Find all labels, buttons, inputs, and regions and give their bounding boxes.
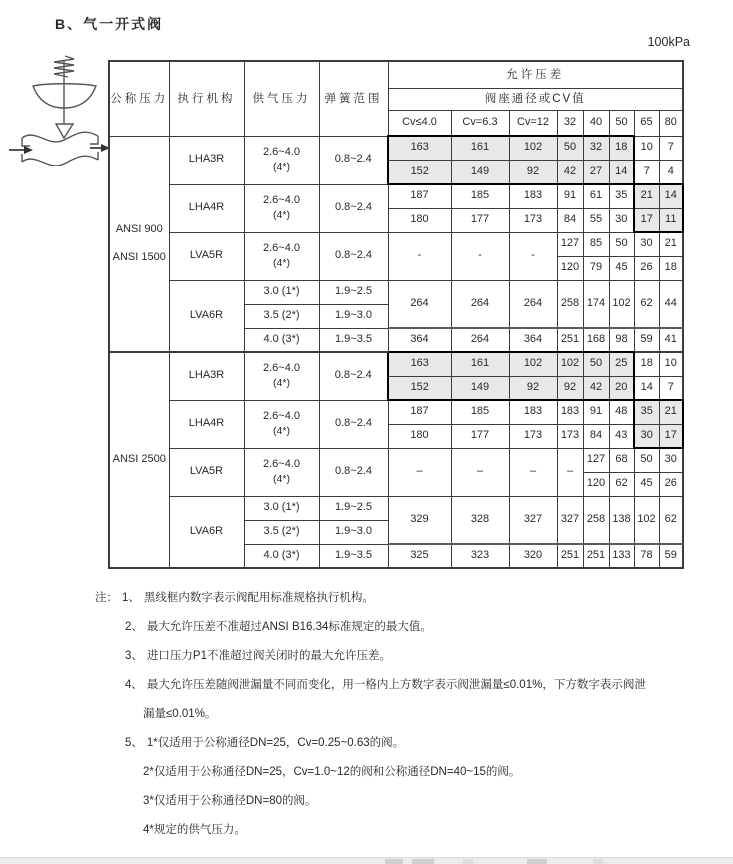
- value-cell: 152: [388, 376, 451, 400]
- value-cell: 183: [509, 400, 557, 424]
- supply-pressure: 4.0 (3*): [244, 328, 319, 352]
- value-cell: 174: [583, 280, 609, 328]
- value-cell: 85: [583, 232, 609, 256]
- note-number: 2、: [125, 621, 143, 633]
- value-cell: 264: [509, 280, 557, 328]
- value-cell: 320: [509, 544, 557, 568]
- supply-pressure: 3.5 (2*): [244, 304, 319, 328]
- next-table-edge: [0, 857, 733, 864]
- header-allow-dp: 允许压差: [388, 61, 683, 89]
- dash-cell: -: [451, 232, 509, 280]
- valve-schematic-icon: [8, 54, 112, 166]
- value-cell: 102: [509, 352, 557, 376]
- supply-value: 2.6~4.0: [262, 458, 300, 471]
- value-cell: 102: [609, 280, 634, 328]
- value-cell: 45: [609, 256, 634, 280]
- value-cell: 133: [609, 544, 634, 568]
- dash-cell: -: [388, 232, 451, 280]
- header-cv-col: Cv=12: [509, 111, 557, 137]
- actuator-name: LVA5R: [169, 448, 244, 496]
- value-cell: 11: [659, 208, 683, 232]
- value-cell: 327: [557, 496, 583, 544]
- header-cv-col: 80: [659, 111, 683, 137]
- value-cell: 325: [388, 544, 451, 568]
- pressure-class-line: ANSI 900: [115, 223, 163, 235]
- next-table-cell-edge: [527, 859, 547, 864]
- next-table-cell-edge: [385, 859, 403, 864]
- supply-pressure: [244, 136, 319, 184]
- value-cell: 149: [451, 160, 509, 184]
- value-cell: 26: [634, 256, 659, 280]
- value-cell: 173: [509, 208, 557, 232]
- spring-range: 0.8~2.4: [319, 136, 388, 184]
- supply-note: (4*): [273, 424, 290, 437]
- actuator-name: LHA3R: [169, 136, 244, 184]
- value-cell: 177: [451, 208, 509, 232]
- pressure-class-line: ANSI 2500: [112, 453, 166, 466]
- note-line: [95, 613, 723, 642]
- value-cell: 41: [659, 328, 683, 352]
- header-cv-col: 65: [634, 111, 659, 137]
- spring-range: 1.9~2.5: [319, 280, 388, 304]
- value-cell: 79: [583, 256, 609, 280]
- supply-value: 2.6~4.0: [262, 410, 300, 423]
- note-number: 3、: [125, 650, 143, 662]
- next-table-cell-edge: [412, 859, 434, 864]
- note-text: 4*规定的供气压力。: [143, 824, 246, 836]
- value-cell: 185: [451, 400, 509, 424]
- value-cell: 17: [634, 208, 659, 232]
- dash-cell: –: [509, 448, 557, 496]
- note-line: [95, 642, 723, 671]
- value-cell: 55: [583, 208, 609, 232]
- value-cell: 92: [557, 376, 583, 400]
- value-cell: 127: [557, 232, 583, 256]
- value-cell: 91: [583, 400, 609, 424]
- note-number: 1、: [122, 592, 140, 604]
- actuator-name: LVA6R: [169, 496, 244, 568]
- value-cell: 4: [659, 160, 683, 184]
- actuator-name: LHA4R: [169, 400, 244, 448]
- value-cell: 35: [634, 400, 659, 424]
- pressure-class-cell: [109, 136, 169, 352]
- supply-note: (4*): [273, 256, 290, 269]
- pressure-class-line: ANSI 1500: [112, 250, 166, 263]
- supply-value: 2.6~4.0: [262, 362, 300, 375]
- value-cell: 78: [634, 544, 659, 568]
- supply-pressure: [244, 448, 319, 496]
- header-spring: 弹簧范围: [319, 61, 388, 136]
- value-cell: 18: [634, 352, 659, 376]
- spring-range: 1.9~2.5: [319, 496, 388, 520]
- supply-note: (4*): [273, 377, 290, 390]
- dash-cell: –: [451, 448, 509, 496]
- supply-note: (4*): [273, 160, 290, 173]
- value-cell: 264: [451, 328, 509, 352]
- value-cell: 7: [659, 376, 683, 400]
- note-line: [95, 787, 723, 816]
- value-cell: 264: [388, 280, 451, 328]
- value-cell: 323: [451, 544, 509, 568]
- value-cell: 43: [609, 424, 634, 448]
- value-cell: 62: [609, 472, 634, 496]
- supply-value: 2.6~4.0: [262, 194, 300, 207]
- pressure-class-cell: [109, 352, 169, 568]
- header-cv-col: 32: [557, 111, 583, 137]
- value-cell: 10: [634, 136, 659, 160]
- supply-value: 2.6~4.0: [262, 242, 300, 255]
- next-table-cell-edge: [463, 859, 473, 864]
- value-cell: 44: [659, 280, 683, 328]
- dash-cell: -: [509, 232, 557, 280]
- value-cell: 42: [583, 376, 609, 400]
- spring-range: 0.8~2.4: [319, 400, 388, 448]
- value-cell: 14: [634, 376, 659, 400]
- value-cell: 173: [557, 424, 583, 448]
- header-cv-col: 40: [583, 111, 609, 137]
- header-seat-cv: 阀座通径或CV值: [388, 89, 683, 111]
- value-cell: 163: [388, 136, 451, 160]
- note-text: 最大允许压差随阀泄漏量不同而变化，用一格内上方数字表示阀泄漏量≤0.01%，下方数字表示阀泄: [146, 679, 646, 691]
- value-cell: 35: [609, 184, 634, 208]
- supply-value: 2.6~4.0: [262, 146, 300, 159]
- note-line: [95, 700, 723, 729]
- supply-pressure: 3.5 (2*): [244, 520, 319, 544]
- value-cell: 364: [388, 328, 451, 352]
- pressure-unit-label: 100kPa: [647, 35, 690, 49]
- spring-range: 0.8~2.4: [319, 184, 388, 232]
- value-cell: 258: [557, 280, 583, 328]
- value-cell: 328: [451, 496, 509, 544]
- value-cell: 92: [509, 376, 557, 400]
- value-cell: 102: [634, 496, 659, 544]
- header-cv-col: Cv≤4.0: [388, 111, 451, 137]
- supply-pressure: [244, 184, 319, 232]
- note-text: 漏量≤0.01%。: [143, 708, 217, 720]
- value-cell: 102: [509, 136, 557, 160]
- value-cell: 62: [659, 496, 683, 544]
- value-cell: 98: [609, 328, 634, 352]
- note-number: 4、: [125, 679, 143, 691]
- value-cell: 264: [451, 280, 509, 328]
- value-cell: 50: [583, 352, 609, 376]
- value-cell: 50: [609, 232, 634, 256]
- value-cell: 161: [451, 352, 509, 376]
- value-cell: 183: [557, 400, 583, 424]
- value-cell: 20: [609, 376, 634, 400]
- value-cell: 168: [583, 328, 609, 352]
- value-cell: 187: [388, 400, 451, 424]
- value-cell: 183: [509, 184, 557, 208]
- value-cell: 173: [509, 424, 557, 448]
- value-cell: 127: [583, 448, 609, 472]
- header-supply: 供气压力: [244, 61, 319, 136]
- value-cell: 102: [557, 352, 583, 376]
- value-cell: 251: [557, 328, 583, 352]
- page-title: B、气一开式阀: [55, 16, 164, 32]
- actuator-name: LVA5R: [169, 232, 244, 280]
- value-cell: 50: [634, 448, 659, 472]
- note-line: [95, 816, 723, 845]
- value-cell: 25: [609, 352, 634, 376]
- value-cell: 327: [509, 496, 557, 544]
- value-cell: 91: [557, 184, 583, 208]
- value-cell: 21: [634, 184, 659, 208]
- value-cell: 18: [659, 256, 683, 280]
- value-cell: 48: [609, 400, 634, 424]
- supply-pressure: 3.0 (1*): [244, 280, 319, 304]
- value-cell: 14: [609, 160, 634, 184]
- value-cell: 45: [634, 472, 659, 496]
- value-cell: 32: [583, 136, 609, 160]
- value-cell: 180: [388, 424, 451, 448]
- value-cell: 30: [634, 424, 659, 448]
- dash-cell: –: [557, 448, 583, 496]
- note-line: [95, 671, 723, 700]
- header-actuator: 执行机构: [169, 61, 244, 136]
- value-cell: 84: [557, 208, 583, 232]
- supply-note: (4*): [273, 472, 290, 485]
- value-cell: 59: [634, 328, 659, 352]
- note-line: [95, 729, 723, 758]
- value-cell: 120: [583, 472, 609, 496]
- actuator-name: LHA4R: [169, 184, 244, 232]
- value-cell: 163: [388, 352, 451, 376]
- supply-pressure: [244, 400, 319, 448]
- value-cell: 50: [557, 136, 583, 160]
- actuator-name: LVA6R: [169, 280, 244, 352]
- value-cell: 21: [659, 232, 683, 256]
- spring-range: 0.8~2.4: [319, 352, 388, 400]
- value-cell: 7: [634, 160, 659, 184]
- value-cell: 185: [451, 184, 509, 208]
- note-line: [95, 584, 723, 613]
- value-cell: 30: [659, 448, 683, 472]
- note-text: 3*仅适用于公称通径DN=80的阀。: [143, 795, 317, 807]
- value-cell: 84: [583, 424, 609, 448]
- value-cell: 10: [659, 352, 683, 376]
- note-text: 进口压力P1不准超过阀关闭时的最大允许压差。: [146, 650, 391, 662]
- value-cell: 92: [509, 160, 557, 184]
- value-cell: 21: [659, 400, 683, 424]
- supply-pressure: 3.0 (1*): [244, 496, 319, 520]
- value-cell: 152: [388, 160, 451, 184]
- value-cell: 30: [609, 208, 634, 232]
- next-table-cell-edge: [593, 859, 603, 864]
- supply-note: (4*): [273, 208, 290, 221]
- value-cell: 14: [659, 184, 683, 208]
- value-cell: 120: [557, 256, 583, 280]
- value-cell: 26: [659, 472, 683, 496]
- dash-cell: –: [388, 448, 451, 496]
- supply-pressure: [244, 232, 319, 280]
- notes-prefix: 注：: [95, 592, 118, 604]
- spec-table: [108, 60, 684, 569]
- spring-range: 1.9~3.5: [319, 544, 388, 568]
- value-cell: 18: [609, 136, 634, 160]
- value-cell: 27: [583, 160, 609, 184]
- note-text: 1*仅适用于公称通径DN=25，Cv=0.25~0.63的阀。: [146, 737, 405, 749]
- spring-range: 1.9~3.0: [319, 520, 388, 544]
- value-cell: 180: [388, 208, 451, 232]
- value-cell: 329: [388, 496, 451, 544]
- value-cell: 68: [609, 448, 634, 472]
- value-cell: 62: [634, 280, 659, 328]
- note-line: [95, 758, 723, 787]
- value-cell: 149: [451, 376, 509, 400]
- value-cell: 258: [583, 496, 609, 544]
- note-number: 5、: [125, 737, 143, 749]
- spring-range: 0.8~2.4: [319, 232, 388, 280]
- value-cell: 59: [659, 544, 683, 568]
- value-cell: 251: [557, 544, 583, 568]
- header-cv-col: Cv=6.3: [451, 111, 509, 137]
- value-cell: 187: [388, 184, 451, 208]
- value-cell: 251: [583, 544, 609, 568]
- spring-range: 0.8~2.4: [319, 448, 388, 496]
- note-text: 最大允许压差不准超过ANSI B16.34标准规定的最大值。: [146, 621, 432, 633]
- supply-pressure: 4.0 (3*): [244, 544, 319, 568]
- actuator-name: LHA3R: [169, 352, 244, 400]
- note-text: 2*仅适用于公称通径DN=25，Cv=1.0~12的阀和公称通径DN=40~15的阀。: [143, 766, 521, 778]
- value-cell: 161: [451, 136, 509, 160]
- value-cell: 364: [509, 328, 557, 352]
- footnotes: [95, 584, 723, 845]
- supply-pressure: [244, 352, 319, 400]
- spring-range: 1.9~3.0: [319, 304, 388, 328]
- value-cell: 7: [659, 136, 683, 160]
- value-cell: 177: [451, 424, 509, 448]
- header-cv-col: 50: [609, 111, 634, 137]
- note-text: 黑线框内数字表示阀配用标准规格执行机构。: [143, 592, 374, 604]
- header-pressure: 公称压力: [109, 61, 169, 136]
- value-cell: 61: [583, 184, 609, 208]
- value-cell: 138: [609, 496, 634, 544]
- spring-range: 1.9~3.5: [319, 328, 388, 352]
- value-cell: 30: [634, 232, 659, 256]
- value-cell: 17: [659, 424, 683, 448]
- value-cell: 42: [557, 160, 583, 184]
